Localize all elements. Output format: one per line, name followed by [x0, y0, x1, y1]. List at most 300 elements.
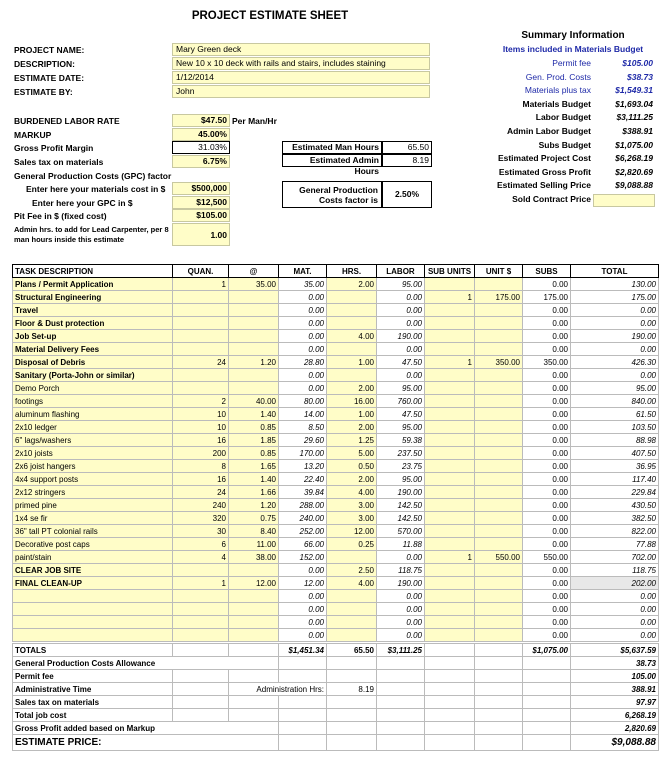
task-description-cell[interactable]: Sanitary (Porta-John or similar): [13, 369, 173, 382]
total-cell: 0.00: [571, 603, 659, 616]
quantity-cell[interactable]: 16: [173, 434, 229, 447]
sub-units-cell[interactable]: [425, 629, 475, 642]
summary-row: [491, 166, 655, 179]
total-cell: 118.75: [571, 564, 659, 577]
hours-cell[interactable]: [327, 551, 377, 564]
admin-hrs-label: Administration Hrs:: [229, 683, 327, 696]
hours-cell[interactable]: 4.00: [327, 577, 377, 590]
job-cost-row: [13, 709, 659, 722]
table-row: [13, 356, 659, 369]
unit-cost-cell[interactable]: [475, 564, 523, 577]
unit-price-cell[interactable]: 0.85: [229, 421, 279, 434]
unit-price-cell[interactable]: [229, 343, 279, 356]
table-row: [13, 564, 659, 577]
quantity-cell[interactable]: [173, 317, 229, 330]
labor-cell: 0.00: [377, 304, 425, 317]
quantity-cell[interactable]: 16: [173, 473, 229, 486]
subs-cell: 0.00: [523, 629, 571, 642]
quantity-cell[interactable]: 2: [173, 395, 229, 408]
materials-cell: 13.20: [279, 460, 327, 473]
table-row: [13, 525, 659, 538]
hours-cell[interactable]: 2.00: [327, 382, 377, 395]
quantity-cell[interactable]: 1: [173, 577, 229, 590]
gpm-value: 31.03%: [172, 141, 230, 154]
task-description-cell[interactable]: Job Set-up: [13, 330, 173, 343]
hours-cell[interactable]: [327, 317, 377, 330]
table-row: [13, 434, 659, 447]
estimate-price-row: [13, 735, 659, 751]
sub-units-cell[interactable]: [425, 304, 475, 317]
unit-cost-cell[interactable]: [475, 408, 523, 421]
unit-price-cell[interactable]: 1.20: [229, 356, 279, 369]
sub-units-cell[interactable]: 1: [425, 291, 475, 304]
quantity-cell[interactable]: 10: [173, 421, 229, 434]
task-description-cell[interactable]: Decorative post caps: [13, 538, 173, 551]
quantity-cell[interactable]: [173, 330, 229, 343]
hours-cell[interactable]: 2.00: [327, 278, 377, 291]
gpc-factor-label-box: [282, 181, 382, 208]
sub-units-cell[interactable]: [425, 434, 475, 447]
table-row: [13, 486, 659, 499]
gpc-allowance-label: General Production Costs Allowance: [13, 657, 279, 670]
hours-cell[interactable]: [327, 291, 377, 304]
unit-cost-cell[interactable]: [475, 616, 523, 629]
unit-cost-cell[interactable]: 175.00: [475, 291, 523, 304]
gpc-enter-label: Enter here your GPC in $: [32, 198, 133, 208]
admin-time-value: 388.91: [571, 683, 659, 696]
totals-total: $5,637.59: [571, 644, 659, 657]
description-field[interactable]: New 10 x 10 deck with rails and stairs, includes staining: [172, 57, 430, 70]
task-description-cell[interactable]: Disposal of Debris: [13, 356, 173, 369]
hours-cell[interactable]: 0.25: [327, 538, 377, 551]
hours-cell[interactable]: 2.50: [327, 564, 377, 577]
subs-cell: 0.00: [523, 616, 571, 629]
totals-subs: $1,075.00: [523, 644, 571, 657]
task-description-cell[interactable]: 36" tall PT colonial rails: [13, 525, 173, 538]
unit-price-cell[interactable]: 1.65: [229, 460, 279, 473]
task-description-cell[interactable]: 2x6 joist hangers: [13, 460, 173, 473]
estimate-by-field[interactable]: John: [172, 85, 430, 98]
summary-value[interactable]: [593, 194, 655, 207]
total-cell: 202.00: [571, 577, 659, 590]
unit-cost-cell[interactable]: [475, 421, 523, 434]
subs-cell: 0.00: [523, 499, 571, 512]
unit-price-cell[interactable]: 38.00: [229, 551, 279, 564]
labor-cell: 190.00: [377, 577, 425, 590]
quantity-cell[interactable]: [173, 616, 229, 629]
project-name-label: PROJECT NAME:: [14, 45, 85, 55]
quantity-cell[interactable]: 320: [173, 512, 229, 525]
hours-cell[interactable]: 4.00: [327, 330, 377, 343]
unit-price-cell[interactable]: 0.85: [229, 447, 279, 460]
subs-cell: 0.00: [523, 460, 571, 473]
unit-cost-cell[interactable]: [475, 304, 523, 317]
subs-cell: 0.00: [523, 512, 571, 525]
gross-profit-row: [13, 722, 659, 735]
table-row: [13, 304, 659, 317]
quantity-cell[interactable]: 8: [173, 460, 229, 473]
summary-row: [491, 193, 655, 206]
unit-price-cell[interactable]: [229, 629, 279, 642]
summary-value: $1,075.00: [615, 139, 653, 150]
subs-cell: 0.00: [523, 278, 571, 291]
task-description-cell[interactable]: Plans / Permit Application: [13, 278, 173, 291]
sub-units-cell[interactable]: [425, 603, 475, 616]
hours-cell[interactable]: 2.00: [327, 421, 377, 434]
admin-hours-field[interactable]: 1.00: [172, 223, 230, 246]
hours-cell[interactable]: [327, 343, 377, 356]
total-cell: 130.00: [571, 278, 659, 291]
totals-table: [12, 643, 659, 751]
task-description-cell[interactable]: Travel: [13, 304, 173, 317]
quantity-cell[interactable]: [173, 603, 229, 616]
unit-cost-cell[interactable]: 550.00: [475, 551, 523, 564]
unit-price-cell[interactable]: [229, 369, 279, 382]
task-description-cell[interactable]: 2x10 joists: [13, 447, 173, 460]
markup-field[interactable]: 45.00%: [172, 128, 230, 141]
quantity-cell[interactable]: 30: [173, 525, 229, 538]
task-description-cell[interactable]: FINAL CLEAN-UP: [13, 577, 173, 590]
column-header: UNIT $: [475, 265, 523, 278]
unit-cost-cell[interactable]: [475, 317, 523, 330]
unit-price-cell[interactable]: 12.00: [229, 577, 279, 590]
task-description-cell[interactable]: [13, 629, 173, 642]
unit-price-cell[interactable]: 40.00: [229, 395, 279, 408]
totals-labor: $3,111.25: [377, 644, 425, 657]
unit-price-cell[interactable]: [229, 330, 279, 343]
subs-cell: 0.00: [523, 564, 571, 577]
sub-units-cell[interactable]: [425, 577, 475, 590]
labor-rate-field[interactable]: $47.50: [172, 114, 230, 127]
unit-cost-cell[interactable]: [475, 330, 523, 343]
materials-cell: 0.00: [279, 382, 327, 395]
hours-cell[interactable]: 0.50: [327, 460, 377, 473]
labor-cell: 0.00: [377, 343, 425, 356]
unit-cost-cell[interactable]: [475, 395, 523, 408]
sub-units-cell[interactable]: [425, 486, 475, 499]
totals-mat: $1,451.34: [279, 644, 327, 657]
labor-cell: 570.00: [377, 525, 425, 538]
unit-cost-cell[interactable]: [475, 525, 523, 538]
est-admin-hours-value: 8.19: [382, 154, 432, 167]
table-row: [13, 330, 659, 343]
gross-profit-value: 2,820.69: [571, 722, 659, 735]
unit-cost-cell[interactable]: 350.00: [475, 356, 523, 369]
sub-units-cell[interactable]: [425, 460, 475, 473]
quantity-cell[interactable]: [173, 629, 229, 642]
summary-row: [491, 152, 655, 165]
task-description-cell[interactable]: [13, 616, 173, 629]
materials-cell: 0.00: [279, 590, 327, 603]
materials-cost-field[interactable]: $500,000: [172, 182, 230, 195]
unit-cost-cell[interactable]: [475, 382, 523, 395]
summary-row: [491, 57, 655, 70]
unit-price-cell[interactable]: 1.40: [229, 473, 279, 486]
unit-cost-cell[interactable]: [475, 603, 523, 616]
quantity-cell[interactable]: 6: [173, 538, 229, 551]
unit-price-cell[interactable]: [229, 304, 279, 317]
subs-cell: 0.00: [523, 447, 571, 460]
summary-subheading: Items included in Materials Budget: [502, 44, 644, 54]
sales-tax-field[interactable]: 6.75%: [172, 155, 230, 168]
permit-fee-field[interactable]: $105.00: [172, 209, 230, 222]
table-row: [13, 369, 659, 382]
unit-price-cell[interactable]: [229, 317, 279, 330]
subs-cell: 0.00: [523, 330, 571, 343]
labor-cell: 95.00: [377, 278, 425, 291]
sub-units-cell[interactable]: [425, 590, 475, 603]
totals-permit-value: 105.00: [571, 670, 659, 683]
column-header: @: [229, 265, 279, 278]
sub-units-cell[interactable]: [425, 538, 475, 551]
task-description-cell[interactable]: primed pine: [13, 499, 173, 512]
summary-label: Materials plus tax: [524, 85, 591, 96]
unit-price-cell[interactable]: [229, 616, 279, 629]
description-label: DESCRIPTION:: [14, 59, 75, 69]
quantity-cell[interactable]: 240: [173, 499, 229, 512]
summary-row: [491, 98, 655, 111]
table-row: [13, 447, 659, 460]
unit-cost-cell[interactable]: [475, 577, 523, 590]
unit-price-cell[interactable]: [229, 382, 279, 395]
sub-units-cell[interactable]: [425, 564, 475, 577]
summary-value: $2,820.69: [615, 166, 653, 177]
gpc-factor-heading: General Production Costs (GPC) factor: [14, 171, 172, 181]
quantity-cell[interactable]: [173, 343, 229, 356]
materials-cost-label: Enter here your materials cost in $: [26, 184, 166, 194]
task-description-cell[interactable]: 2x10 ledger: [13, 421, 173, 434]
sub-units-cell[interactable]: [425, 421, 475, 434]
total-cell: 190.00: [571, 330, 659, 343]
hours-cell[interactable]: 1.25: [327, 434, 377, 447]
hours-cell[interactable]: 3.00: [327, 512, 377, 525]
sub-units-cell[interactable]: [425, 525, 475, 538]
summary-value: $6,268.19: [615, 153, 653, 164]
hours-cell[interactable]: 12.00: [327, 525, 377, 538]
labor-cell: 142.50: [377, 499, 425, 512]
total-cell: 382.50: [571, 512, 659, 525]
table-row: [13, 460, 659, 473]
unit-cost-cell[interactable]: [475, 590, 523, 603]
unit-price-cell[interactable]: [229, 291, 279, 304]
subs-cell: 0.00: [523, 317, 571, 330]
labor-cell: 0.00: [377, 616, 425, 629]
unit-price-cell[interactable]: 1.66: [229, 486, 279, 499]
admin-hours-label-1: Admin hrs. to add for Lead Carpenter, per 8: [14, 225, 169, 234]
quantity-cell[interactable]: 24: [173, 486, 229, 499]
materials-cell: 28.80: [279, 356, 327, 369]
quantity-cell[interactable]: 4: [173, 551, 229, 564]
estimate-price-label: ESTIMATE PRICE:: [13, 735, 279, 751]
total-cell: 0.00: [571, 629, 659, 642]
summary-value: $105.00: [622, 58, 653, 68]
sub-units-cell[interactable]: [425, 278, 475, 291]
hours-cell[interactable]: 16.00: [327, 395, 377, 408]
unit-cost-cell[interactable]: [475, 343, 523, 356]
quantity-cell[interactable]: 24: [173, 356, 229, 369]
task-description-cell[interactable]: 2x12 stringers: [13, 486, 173, 499]
materials-cell: 0.00: [279, 317, 327, 330]
labor-cell: 118.75: [377, 564, 425, 577]
sub-units-cell[interactable]: [425, 317, 475, 330]
sub-units-cell[interactable]: [425, 616, 475, 629]
hours-cell[interactable]: 3.00: [327, 499, 377, 512]
gpc-allowance-row: [13, 657, 659, 670]
quantity-cell[interactable]: [173, 369, 229, 382]
total-cell: 77.88: [571, 538, 659, 551]
sub-units-cell[interactable]: [425, 512, 475, 525]
summary-label: Subs Budget: [538, 139, 591, 150]
hours-cell[interactable]: 2.00: [327, 473, 377, 486]
labor-cell: 0.00: [377, 551, 425, 564]
quantity-cell[interactable]: [173, 564, 229, 577]
labor-cell: 11.88: [377, 538, 425, 551]
labor-cell: 0.00: [377, 317, 425, 330]
summary-row: [491, 71, 655, 84]
unit-cost-cell[interactable]: [475, 499, 523, 512]
job-cost-value: 6,268.19: [571, 709, 659, 722]
totals-tax-label: Sales tax on materials: [13, 696, 173, 709]
table-header-row: [13, 265, 659, 278]
unit-cost-cell[interactable]: [475, 369, 523, 382]
unit-price-cell[interactable]: 8.40: [229, 525, 279, 538]
task-description-cell[interactable]: Floor & Dust protection: [13, 317, 173, 330]
sub-units-cell[interactable]: 1: [425, 551, 475, 564]
sub-units-cell[interactable]: [425, 330, 475, 343]
labor-cell: 95.00: [377, 473, 425, 486]
quantity-cell[interactable]: [173, 304, 229, 317]
unit-price-cell[interactable]: 1.85: [229, 434, 279, 447]
quantity-cell[interactable]: 10: [173, 408, 229, 421]
materials-cell: 80.00: [279, 395, 327, 408]
unit-cost-cell[interactable]: [475, 447, 523, 460]
materials-cell: 0.00: [279, 616, 327, 629]
unit-price-cell[interactable]: 1.40: [229, 408, 279, 421]
sub-units-cell[interactable]: [425, 382, 475, 395]
sub-units-cell[interactable]: [425, 473, 475, 486]
table-row: [13, 317, 659, 330]
task-description-cell[interactable]: Structural Engineering: [13, 291, 173, 304]
unit-cost-cell[interactable]: [475, 460, 523, 473]
unit-cost-cell[interactable]: [475, 486, 523, 499]
unit-price-cell[interactable]: [229, 603, 279, 616]
task-description-cell[interactable]: 4x4 support posts: [13, 473, 173, 486]
total-cell: 61.50: [571, 408, 659, 421]
quantity-cell[interactable]: [173, 291, 229, 304]
column-header: LABOR: [377, 265, 425, 278]
labor-cell: 47.50: [377, 408, 425, 421]
materials-cell: 170.00: [279, 447, 327, 460]
summary-row: [491, 111, 655, 124]
unit-price-cell[interactable]: [229, 564, 279, 577]
quantity-cell[interactable]: [173, 382, 229, 395]
hours-cell[interactable]: [327, 603, 377, 616]
unit-price-cell[interactable]: [229, 590, 279, 603]
hours-cell[interactable]: [327, 616, 377, 629]
table-row: [13, 291, 659, 304]
hours-cell[interactable]: 4.00: [327, 486, 377, 499]
labor-cell: 95.00: [377, 421, 425, 434]
unit-cost-cell[interactable]: [475, 629, 523, 642]
unit-cost-cell[interactable]: [475, 434, 523, 447]
unit-price-cell[interactable]: 11.00: [229, 538, 279, 551]
unit-cost-cell[interactable]: [475, 512, 523, 525]
project-name-field[interactable]: Mary Green deck: [172, 43, 430, 56]
quantity-cell[interactable]: 1: [173, 278, 229, 291]
materials-cell: 39.84: [279, 486, 327, 499]
sub-units-cell[interactable]: [425, 447, 475, 460]
materials-cell: 0.00: [279, 343, 327, 356]
hours-cell[interactable]: [327, 629, 377, 642]
task-description-cell[interactable]: 6" lags/washers: [13, 434, 173, 447]
summary-value: $9,088.88: [615, 180, 653, 191]
gpc-enter-field[interactable]: $12,500: [172, 196, 230, 209]
sub-units-cell[interactable]: 1: [425, 356, 475, 369]
materials-cell: 8.50: [279, 421, 327, 434]
hours-cell[interactable]: 1.00: [327, 356, 377, 369]
unit-cost-cell[interactable]: [475, 473, 523, 486]
hours-cell[interactable]: 1.00: [327, 408, 377, 421]
task-description-cell[interactable]: [13, 590, 173, 603]
task-description-cell[interactable]: CLEAR JOB SITE: [13, 564, 173, 577]
subs-cell: 0.00: [523, 434, 571, 447]
hours-cell[interactable]: [327, 369, 377, 382]
materials-cell: 0.00: [279, 304, 327, 317]
unit-cost-cell[interactable]: [475, 538, 523, 551]
quantity-cell[interactable]: 200: [173, 447, 229, 460]
task-description-cell[interactable]: paint/stain: [13, 551, 173, 564]
summary-label: Sold Contract Price: [512, 194, 591, 204]
summary-value: $38.73: [627, 71, 653, 82]
permit-fee-row: [13, 670, 659, 683]
hours-cell[interactable]: [327, 304, 377, 317]
unit-price-cell[interactable]: 0.75: [229, 512, 279, 525]
summary-row: [491, 84, 655, 97]
estimate-date-field[interactable]: 1/12/2014: [172, 71, 430, 84]
labor-cell: 760.00: [377, 395, 425, 408]
task-description-cell[interactable]: Demo Porch: [13, 382, 173, 395]
sub-units-cell[interactable]: [425, 369, 475, 382]
sub-units-cell[interactable]: [425, 499, 475, 512]
unit-price-cell[interactable]: 1.20: [229, 499, 279, 512]
unit-price-cell[interactable]: 35.00: [229, 278, 279, 291]
labor-cell: 0.00: [377, 603, 425, 616]
labor-cell: 0.00: [377, 629, 425, 642]
sub-units-cell[interactable]: [425, 395, 475, 408]
hours-cell[interactable]: [327, 590, 377, 603]
materials-cell: 66.00: [279, 538, 327, 551]
est-admin-hours-label: Estimated Admin Hours: [282, 154, 382, 167]
summary-row: [491, 139, 655, 152]
task-description-cell[interactable]: [13, 603, 173, 616]
subs-cell: 0.00: [523, 421, 571, 434]
hours-cell[interactable]: 5.00: [327, 447, 377, 460]
total-cell: 0.00: [571, 317, 659, 330]
sub-units-cell[interactable]: [425, 343, 475, 356]
task-description-cell[interactable]: aluminum flashing: [13, 408, 173, 421]
task-description-cell[interactable]: footings: [13, 395, 173, 408]
totals-tax-value: 97.97: [571, 696, 659, 709]
unit-cost-cell[interactable]: [475, 278, 523, 291]
column-header: TASK DESCRIPTION: [13, 265, 173, 278]
quantity-cell[interactable]: [173, 590, 229, 603]
labor-cell: 59.38: [377, 434, 425, 447]
sub-units-cell[interactable]: [425, 408, 475, 421]
total-cell: 822.00: [571, 525, 659, 538]
task-description-cell[interactable]: Material Delivery Fees: [13, 343, 173, 356]
task-description-cell[interactable]: 1x4 se fir: [13, 512, 173, 525]
summary-label: Gen. Prod. Costs: [525, 71, 591, 82]
